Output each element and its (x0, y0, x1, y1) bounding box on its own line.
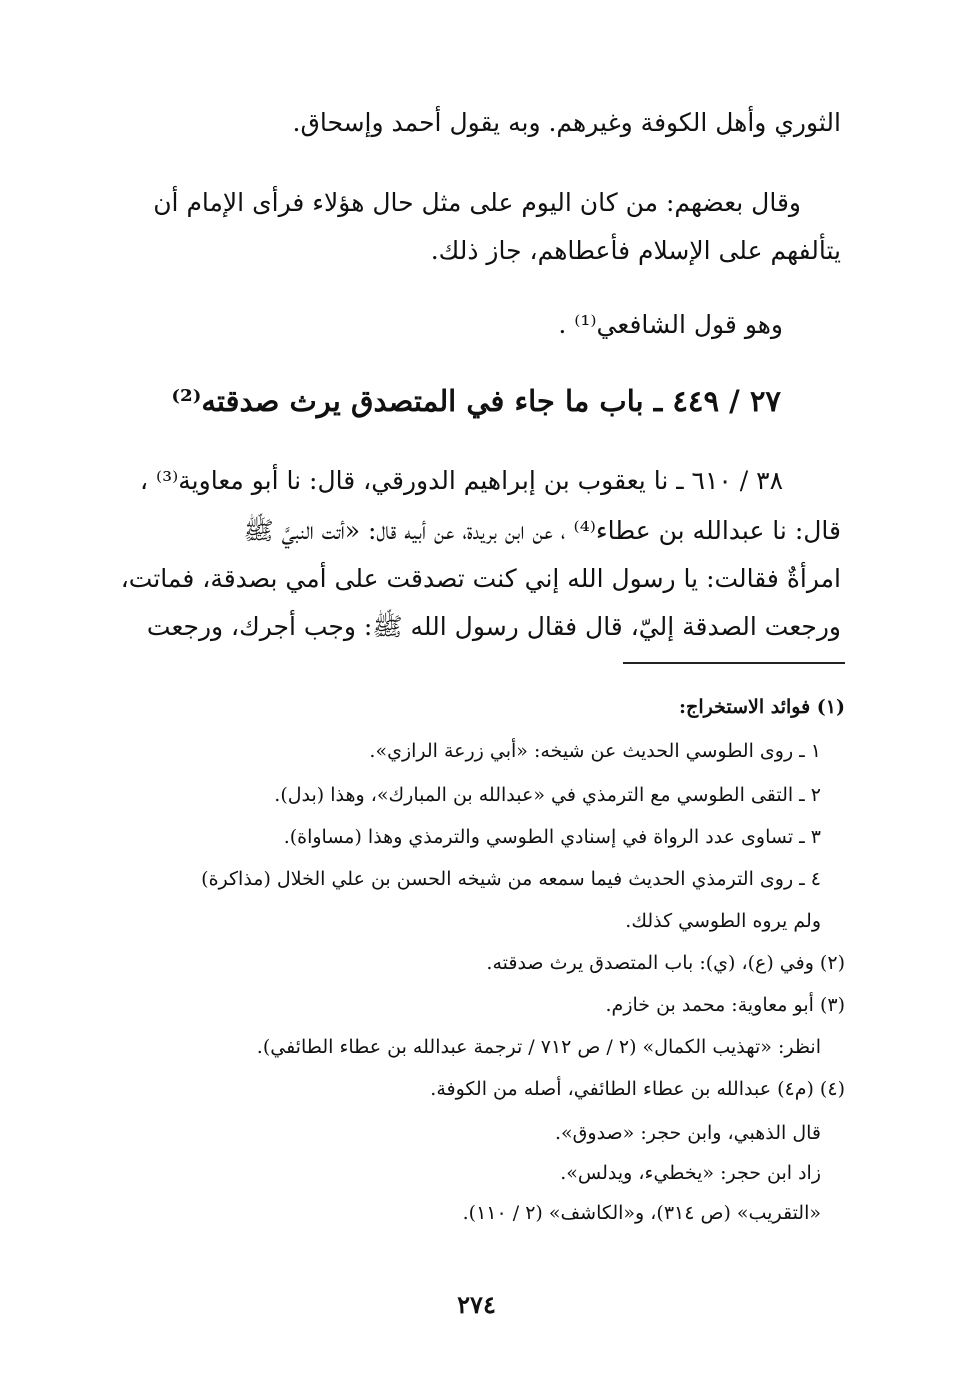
footnote-separator (623, 662, 845, 664)
footnote-line: «التقريب» (ص ٣١٤)، و«الكاشف» (٢ / ١١٠). (462, 1202, 821, 1224)
footnote-line: ٢ ـ التقى الطوسي مع الترمذي في «عبدالله بن المبارك»، وهذا (بدل). (274, 784, 821, 806)
footnote-line: (١) فوائد الاستخراج: (679, 696, 845, 718)
footnote-line: ولم يروه الطوسي كذلك. (625, 910, 821, 932)
footnote-line: (٢) وفي (ع)، (ي): باب المتصدق يرث صدقته. (486, 952, 845, 974)
footnote-line: ١ ـ روى الطوسي الحديث عن شيخه: «أبي زرعة الرازي». (369, 740, 821, 762)
chapter-heading: ٢٧ / ٤٤٩ ـ باب ما جاء في المتصدق يرث صدقته⁽²⁾ (171, 384, 781, 418)
hadith-line: امرأةٌ فقالت: يا رسول الله إني كنت تصدقت على أمي بصدقة، فماتت، (120, 564, 841, 593)
hadith-line: ٣٨ / ٦١٠ ـ نا يعقوب بن إبراهيم الدورقي، قال: نا أبو معاوية⁽³⁾ ، (139, 466, 783, 495)
footnote-line: زاد ابن حجر: «يخطيء، ويدلس». (560, 1162, 821, 1184)
text-line: وقال بعضهم: من كان اليوم على مثل حال هؤلاء فرأى الإمام أن (153, 188, 801, 217)
text-line: الثوري وأهل الكوفة وغيرهم. وبه يقول أحمد وإسحاق. (292, 108, 841, 137)
footnote-line: انظر: «تهذيب الكمال» (٢ / ص ٧١٢ / ترجمة عبدالله بن عطاء الطائفي). (256, 1036, 821, 1058)
footnote-line: ٣ ـ تساوى عدد الرواة في إسنادي الطوسي والترمذي وهذا (مساواة). (283, 826, 821, 848)
footnote-line: (٣) أبو معاوية: محمد بن خازم. (605, 994, 845, 1016)
text-line: يتألفهم على الإسلام فأعطاهم، جاز ذلك. (430, 236, 841, 265)
page-number: ٢٧٤ (457, 1290, 496, 1319)
hadith-line: قال: نا عبدالله بن عطاء⁽⁴⁾ ، عن ابن بريدة، عن أبيه قال: «أتت النبيَّ ﷺ (243, 516, 841, 545)
text-line: وهو قول الشافعي⁽¹⁾ . (558, 310, 783, 339)
hadith-line: ورجعت الصدقة إليّ، قال فقال رسول الله ﷺ: وجب أجرك، ورجعت (146, 612, 841, 641)
footnote-line: (٤) (م٤) عبدالله بن عطاء الطائفي، أصله من الكوفة. (430, 1078, 845, 1100)
footnote-line: ٤ ـ روى الترمذي الحديث فيما سمعه من شيخه الحسن بن علي الخلال (مذاكرة) (201, 868, 821, 890)
footnote-line: قال الذهبي، وابن حجر: «صدوق». (554, 1122, 821, 1144)
